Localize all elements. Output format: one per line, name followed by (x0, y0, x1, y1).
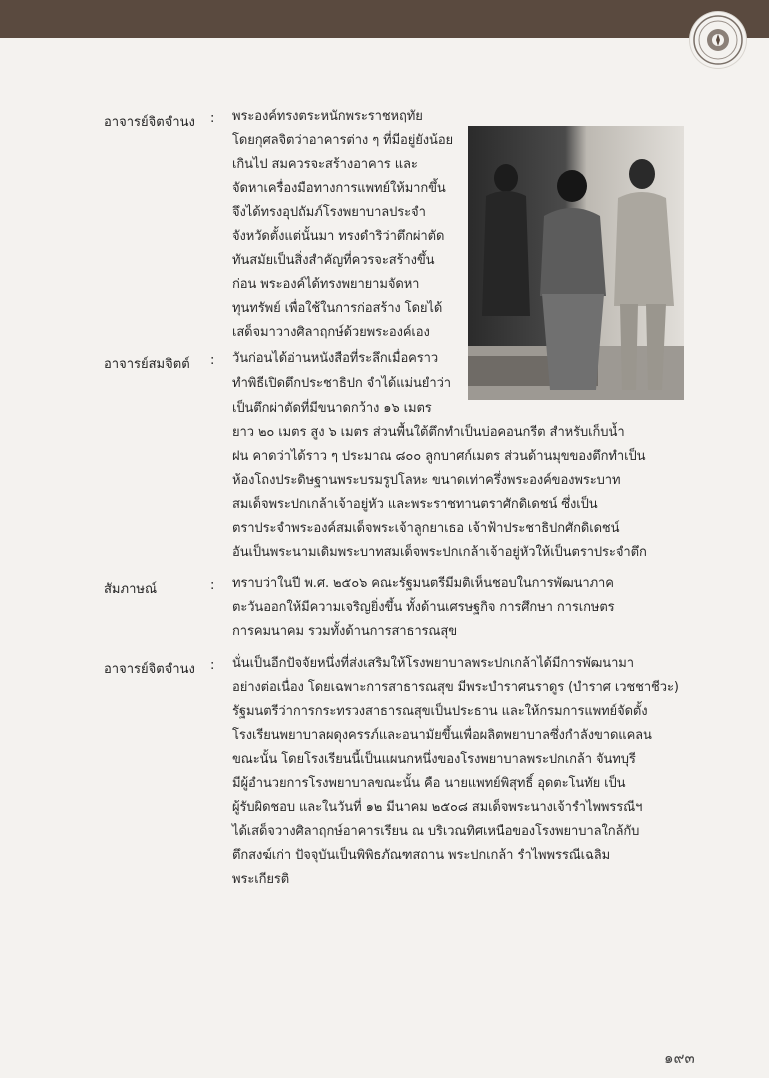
speaker-label: สัมภาษณ์ (104, 582, 158, 597)
text-line: มีผู้อำนวยการโรงพยาบาลขณะนั้น คือ นายแพทย์พิสุทธิ์ อุดตะโนทัย เป็น (232, 776, 626, 791)
text-line: ตึกสงฆ์เก่า ปัจจุบันเป็นพิพิธภัณฑสถาน พระปกเกล้า รำไพพรรณีเฉลิม (232, 848, 611, 863)
text-line: การคมนาคม รวมทั้งด้านการสาธารณสุข (232, 624, 457, 639)
text-line: ขณะนั้น โดยโรงเรียนนี้เป็นแผนกหนึ่งของโรงพยาบาลพระปกเกล้า จันทบุรี (232, 752, 636, 767)
colon: : (210, 111, 215, 126)
text-line: รัฐมนตรีว่าการกระทรวงสาธารณสุขเป็นประธาน และให้กรมการแพทย์จัดตั้ง (232, 704, 648, 719)
text-line: ผู้รับผิดชอบ และในวันที่ ๑๒ มีนาคม ๒๕๐๘ สมเด็จพระนางเจ้ารำไพพรรณีฯ (232, 800, 643, 815)
text-line: ก่อน พระองค์ได้ทรงพยายามจัดหา (232, 277, 420, 292)
text-line: พระองค์ทรงตระหนักพระราชหฤทัย (232, 109, 423, 124)
text-line: ยาว ๒๐ เมตร สูง ๖ เมตร ส่วนพื้นใต้ตึกทำเป็นบ่อคอนกรีต สำหรับเก็บน้ำ (232, 425, 625, 440)
speaker-label: อาจารย์สมจิตต์ (104, 357, 190, 372)
text-line: ทันสมัยเป็นสิ่งสำคัญที่ควรจะสร้างขึ้น (232, 253, 435, 268)
page-number: ๑๙๓ (664, 1049, 695, 1067)
text-line: โรงเรียนพยาบาลผดุงครรภ์และอนามัยขึ้นเพื่อผลิตพยาบาลซึ่งกำลังขาดแคลน (232, 728, 652, 743)
text-line: จึงได้ทรงอุปถัมภ์โรงพยาบาลประจำ (232, 205, 426, 220)
text-line: เกินไป สมควรจะสร้างอาคาร และ (232, 157, 418, 172)
text-line: ทุนทรัพย์ เพื่อใช้ในการก่อสร้าง โดยได้ (232, 301, 443, 316)
text-line: ฝน คาดว่าได้ราว ๆ ประมาณ ๘๐๐ ลูกบาศก์เมตร ส่วนด้านมุขของตึกทำเป็น (232, 449, 646, 464)
speaker-label: อาจารย์จิตจำนง (104, 662, 195, 677)
text-line: โดยกุศลจิตว่าอาคารต่าง ๆ ที่มีอยู่ยังน้อย (232, 133, 454, 148)
text-line: ห้องโถงประดิษฐานพระบรมรูปโลหะ ขนาดเท่าครึ่งพระองค์ของพระบาท (232, 473, 621, 488)
historical-photo (468, 126, 684, 400)
colon: : (210, 658, 215, 673)
text-line: จังหวัดตั้งแต่นั้นมา ทรงดำริว่าตึกผ่าตัด (232, 229, 445, 244)
speaker-label: อาจารย์จิตจำนง (104, 115, 195, 130)
text-line: เสด็จมาวางศิลาฤกษ์ด้วยพระองค์เอง (232, 325, 430, 340)
text-line: สมเด็จพระปกเกล้าเจ้าอยู่หัว และพระราชทานตราศักดิเดชน์ ซึ่งเป็น (232, 497, 598, 512)
emblem-seal-icon (690, 12, 746, 68)
text-line: อย่างต่อเนื่อง โดยเฉพาะการสาธารณสุข มีพระบำราศนราดูร (บำราศ เวชชาชีวะ) (232, 680, 679, 695)
colon: : (210, 578, 215, 593)
text-line: เป็นตึกผ่าตัดที่มีขนาดกว้าง ๑๖ เมตร (232, 401, 432, 416)
text-line: พระเกียรติ (232, 872, 290, 887)
text-line: จัดหาเครื่องมือทางการแพทย์ให้มากขึ้น (232, 181, 446, 196)
text-line: ตะวันออกให้มีความเจริญยิ่งขึ้น ทั้งด้านเศรษฐกิจ การศึกษา การเกษตร (232, 600, 615, 615)
text-line: ทำพิธีเปิดตึกประชาธิปก จำได้แม่นยำว่า (232, 376, 452, 391)
colon: : (210, 353, 215, 368)
text-line: ทราบว่าในปี พ.ศ. ๒๕๐๖ คณะรัฐมนตรีมีมติเห็นชอบในการพัฒนาภาค (232, 576, 614, 591)
top-header-bar (0, 0, 769, 38)
text-line: ได้เสด็จวางศิลาฤกษ์อาคารเรียน ณ บริเวณทิศเหนือของโรงพยาบาลใกล้กับ (232, 824, 640, 839)
text-line: วันก่อนได้อ่านหนังสือที่ระลึกเมื่อคราว (232, 351, 439, 366)
text-line: นั่นเป็นอีกปัจจัยหนึ่งที่ส่งเสริมให้โรงพยาบาลพระปกเกล้าได้มีการพัฒนามา (232, 656, 634, 671)
text-line: อันเป็นพระนามเดิมพระบาทสมเด็จพระปกเกล้าเจ้าอยู่หัวให้เป็นตราประจำตึก (232, 545, 647, 560)
text-line: ตราประจำพระองค์สมเด็จพระเจ้าลูกยาเธอ เจ้าฟ้าประชาธิปกศักดิเดชน์ (232, 521, 620, 536)
